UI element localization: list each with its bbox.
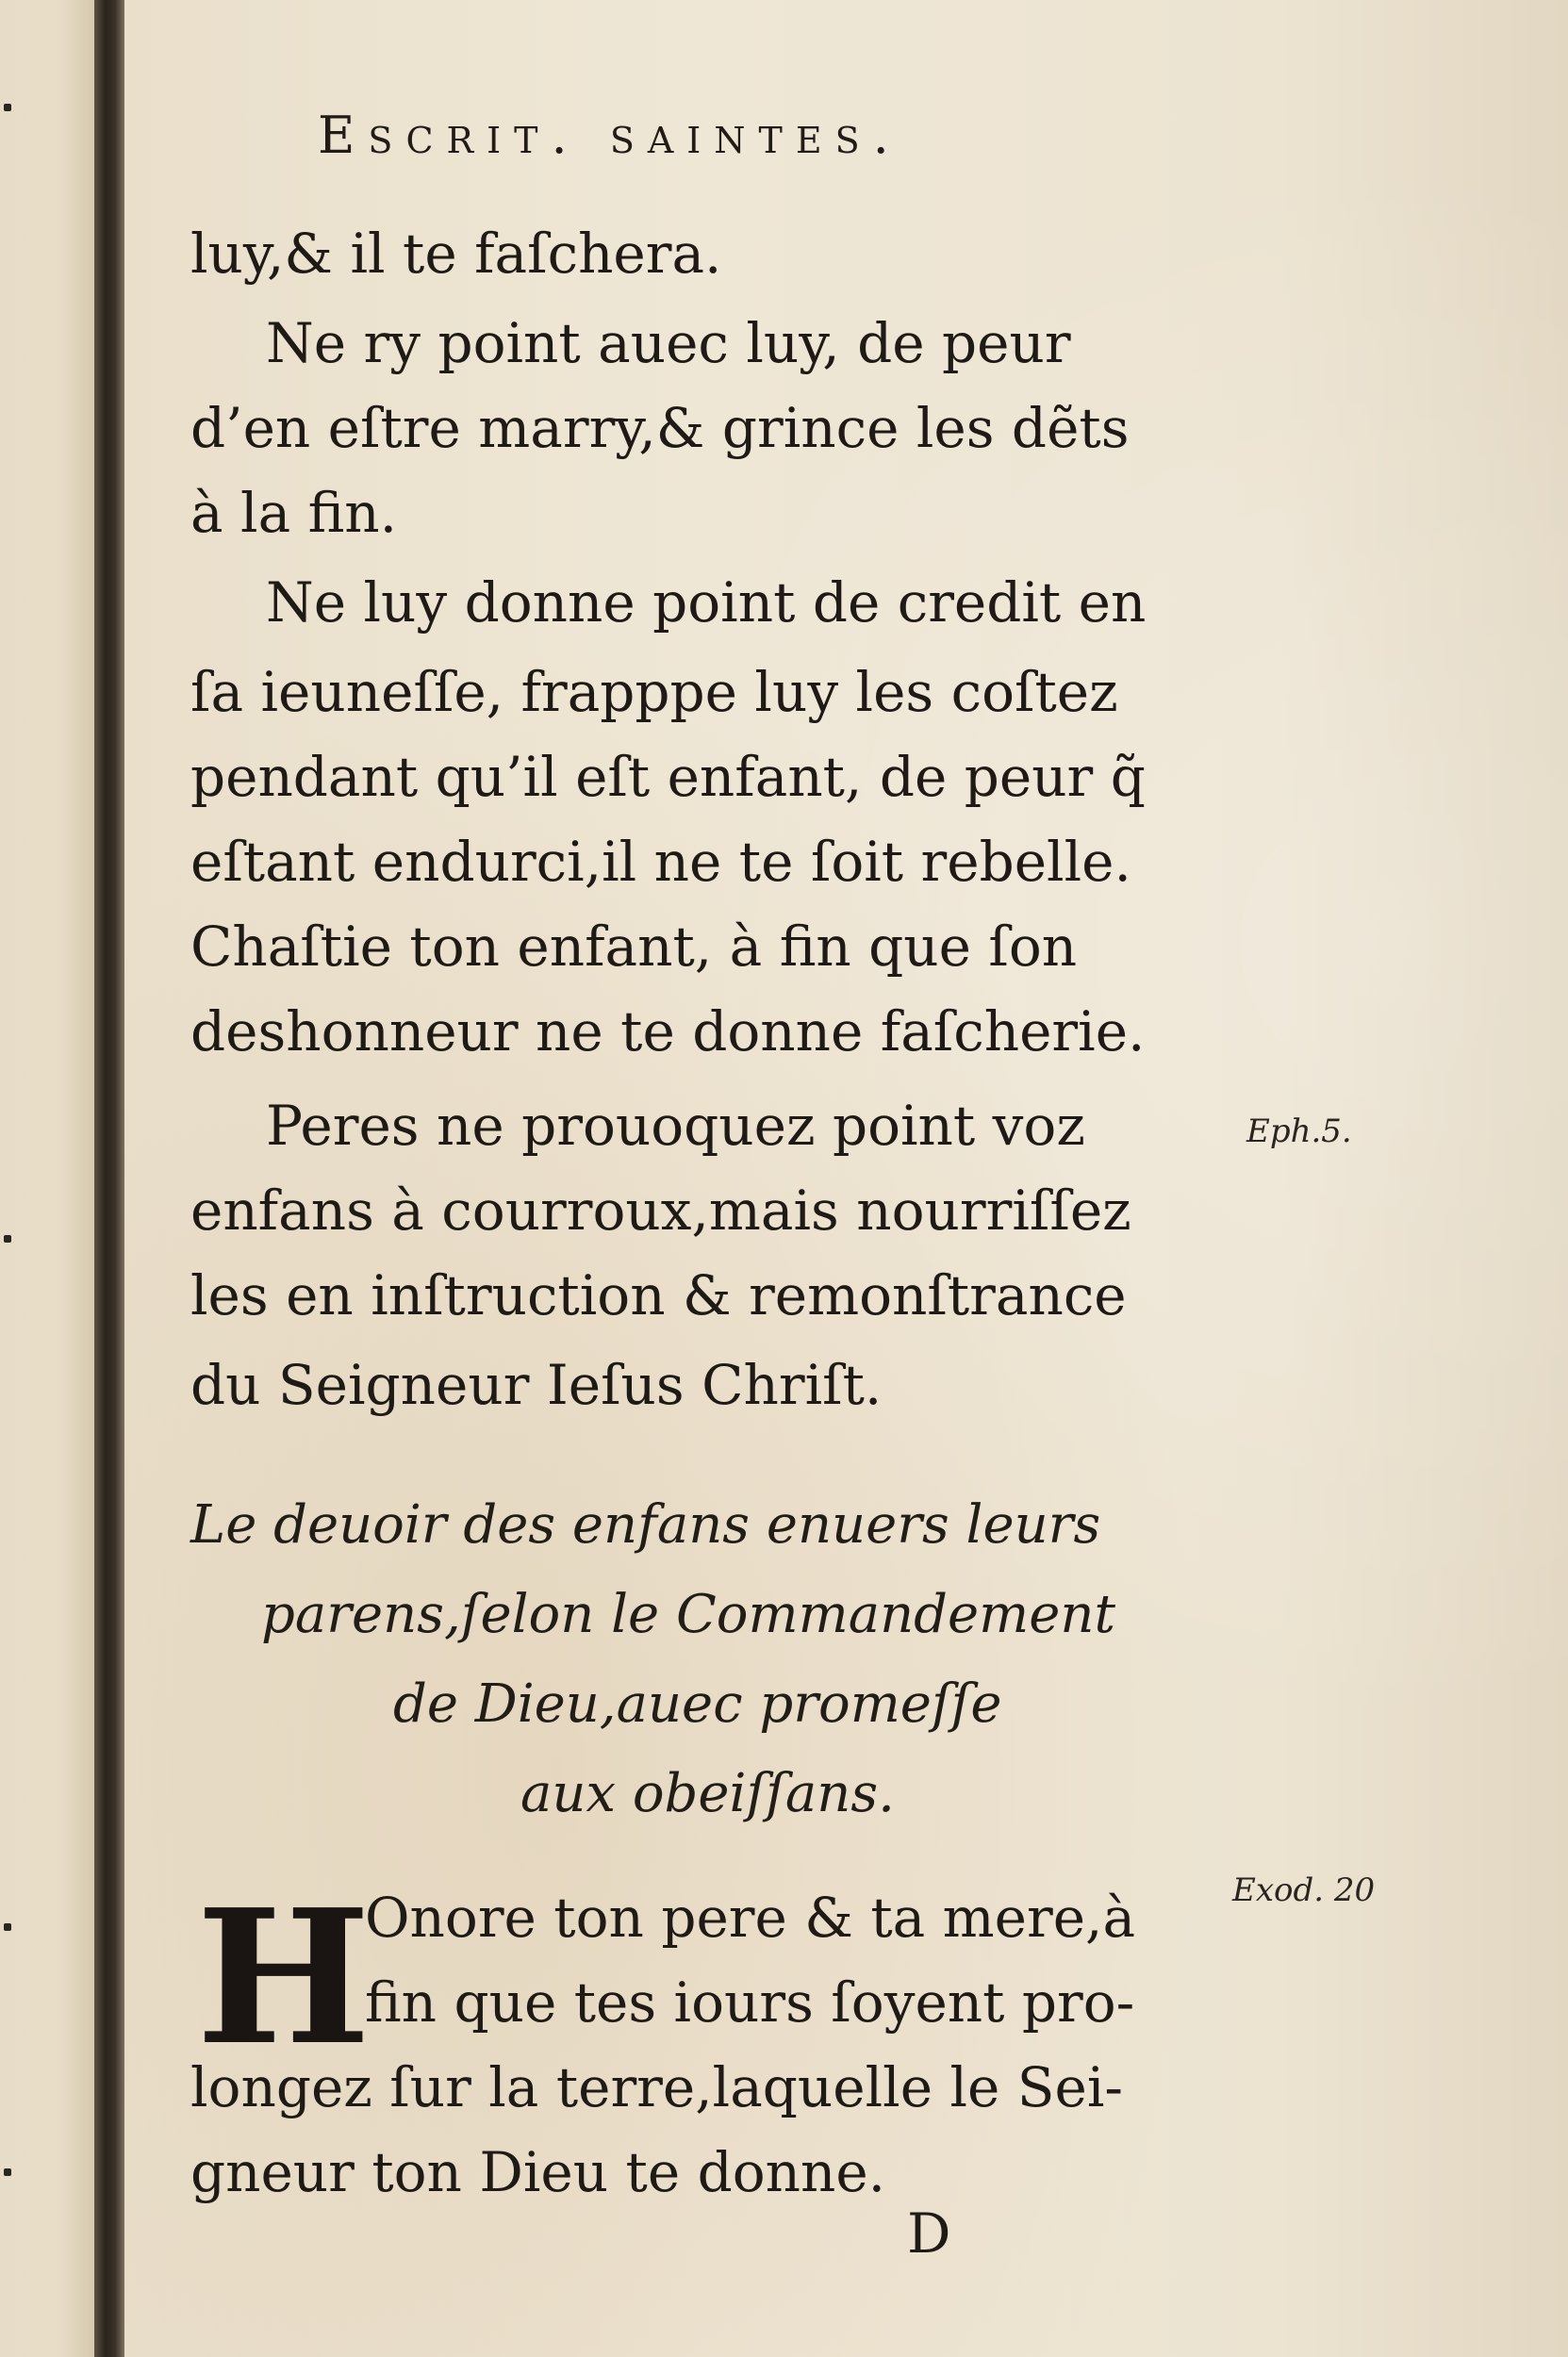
body-line: Peres ne prouoquez point voz xyxy=(266,1094,1085,1158)
body-line: Ne ry point auec luy, de peur xyxy=(266,311,1071,375)
body-line: ſa ieuneſſe, frapppe luy les coſtez xyxy=(190,660,1118,724)
running-head: Escrit. saintes. xyxy=(318,106,902,165)
body-line: pendant qu’il eſt enfant, de peur q̃ xyxy=(190,745,1146,809)
book-gutter xyxy=(94,0,126,2357)
body-line: eſtant endurci,il ne te ſoit rebelle. xyxy=(190,830,1131,894)
body-line: du Seigneur Ieſus Chriſt. xyxy=(190,1353,883,1417)
ink-mark xyxy=(4,1923,11,1931)
body-line: luy,& il te faſchera. xyxy=(190,222,722,286)
margin-note-exod: Exod. 20 xyxy=(1232,1871,1376,1909)
section-title-line: Le deuoir des enfans enuers leurs xyxy=(190,1494,1101,1556)
ink-mark xyxy=(4,2168,11,2176)
body-line: les en inſtruction & remonſtrance xyxy=(190,1263,1127,1327)
section-title-line: aux obeiſſans. xyxy=(520,1763,895,1824)
section-title-line: parens,ſelon le Commandement xyxy=(261,1584,1115,1645)
margin-note-eph: Eph.5. xyxy=(1246,1113,1352,1150)
ink-mark xyxy=(4,104,11,111)
body-line: Chaſtie ton enfant, à fin que ſon xyxy=(190,915,1078,979)
body-line: deshonneur ne te donne faſcherie. xyxy=(190,999,1146,1063)
previous-page-edge xyxy=(0,0,106,2357)
body-line: Onore ton pere & ta mere,à xyxy=(365,1886,1136,1950)
body-line: fin que tes iours ſoyent pro- xyxy=(365,1970,1135,2035)
book-page xyxy=(124,0,1568,2357)
body-line: à la fin. xyxy=(190,481,398,545)
signature-mark: D xyxy=(907,2201,951,2266)
body-line: longez ſur la terre,laquelle le Sei- xyxy=(190,2055,1123,2119)
body-line: d’en eſtre marry,& grince les dẽts xyxy=(190,396,1130,460)
body-line: Ne luy donne point de credit en xyxy=(266,570,1147,635)
section-title-line: de Dieu,auec promeſſe xyxy=(393,1673,1002,1735)
body-line: enfans à courroux,mais nourriſſez xyxy=(190,1178,1131,1243)
ink-mark xyxy=(4,1235,11,1243)
body-line: gneur ton Dieu te donne. xyxy=(190,2140,886,2204)
drop-cap: H xyxy=(196,1870,371,2086)
